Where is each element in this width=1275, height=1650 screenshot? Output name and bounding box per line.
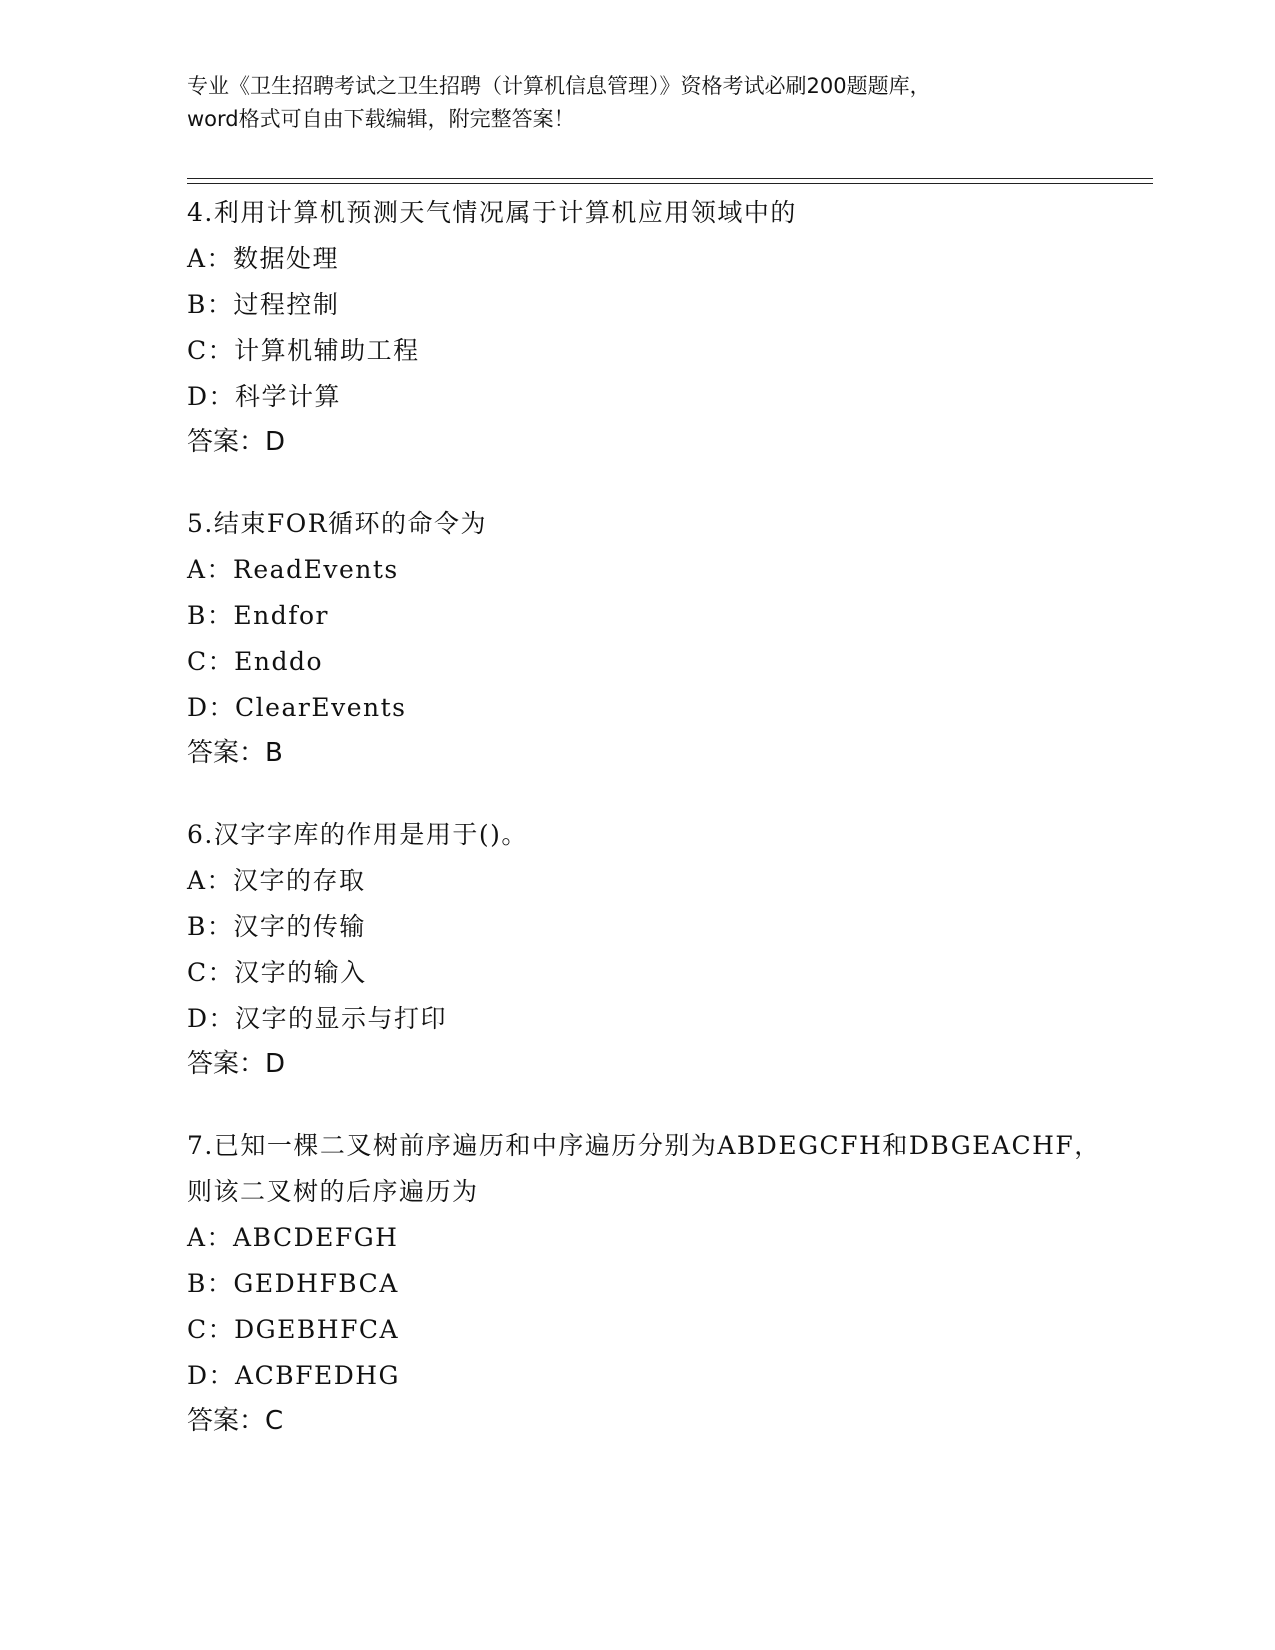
option-c: C：计算机辅助工程 bbox=[187, 336, 420, 365]
question-7 bbox=[187, 1123, 1147, 1443]
option-d: D：ACBFEDHG bbox=[187, 1361, 401, 1390]
question-stem-line-2: 则该二叉树的后序遍历为 bbox=[187, 1177, 479, 1206]
question-5 bbox=[187, 501, 1147, 775]
option-c: C：汉字的输入 bbox=[187, 958, 367, 987]
option-a: A：汉字的存取 bbox=[187, 866, 366, 895]
header-divider-bottom bbox=[187, 183, 1153, 184]
question-stem: 5.结束FOR循环的命令为 bbox=[187, 509, 488, 538]
option-b: B：过程控制 bbox=[187, 290, 340, 319]
option-a: A：ABCDEFGH bbox=[187, 1223, 399, 1252]
option-d: D：ClearEvents bbox=[187, 693, 407, 722]
answer-line: 答案：D bbox=[187, 1049, 286, 1079]
option-b: B：GEDHFBCA bbox=[187, 1269, 399, 1298]
question-list bbox=[187, 190, 1147, 1480]
question-stem: 4.利用计算机预测天气情况属于计算机应用领域中的 bbox=[187, 198, 797, 227]
option-d: D：汉字的显示与打印 bbox=[187, 1004, 448, 1033]
question-4 bbox=[187, 190, 1147, 464]
answer-line: 答案：D bbox=[187, 427, 286, 457]
answer-line: 答案：B bbox=[187, 738, 283, 768]
option-b: B：汉字的传输 bbox=[187, 912, 366, 941]
question-stem-line-1: 7.已知一棵二叉树前序遍历和中序遍历分别为ABDEGCFH和DBGEACHF， bbox=[187, 1131, 1101, 1160]
header-line-2: word格式可自由下载编辑，附完整答案！ bbox=[187, 107, 575, 131]
answer-line: 答案：C bbox=[187, 1406, 284, 1436]
option-b: B：Endfor bbox=[187, 601, 329, 630]
header-divider-top bbox=[187, 178, 1153, 179]
option-a: A：ReadEvents bbox=[187, 555, 399, 584]
option-c: C：Enddo bbox=[187, 647, 324, 676]
header-line-1: 专业《卫生招聘考试之卫生招聘（计算机信息管理）》资格考试必刷200题题库， bbox=[187, 74, 931, 98]
question-stem: 6.汉字字库的作用是用于()。 bbox=[187, 820, 528, 849]
option-d: D：科学计算 bbox=[187, 382, 342, 411]
question-6 bbox=[187, 812, 1147, 1086]
option-c: C：DGEBHFCA bbox=[187, 1315, 400, 1344]
document-header bbox=[187, 70, 1087, 136]
option-a: A：数据处理 bbox=[187, 244, 340, 273]
